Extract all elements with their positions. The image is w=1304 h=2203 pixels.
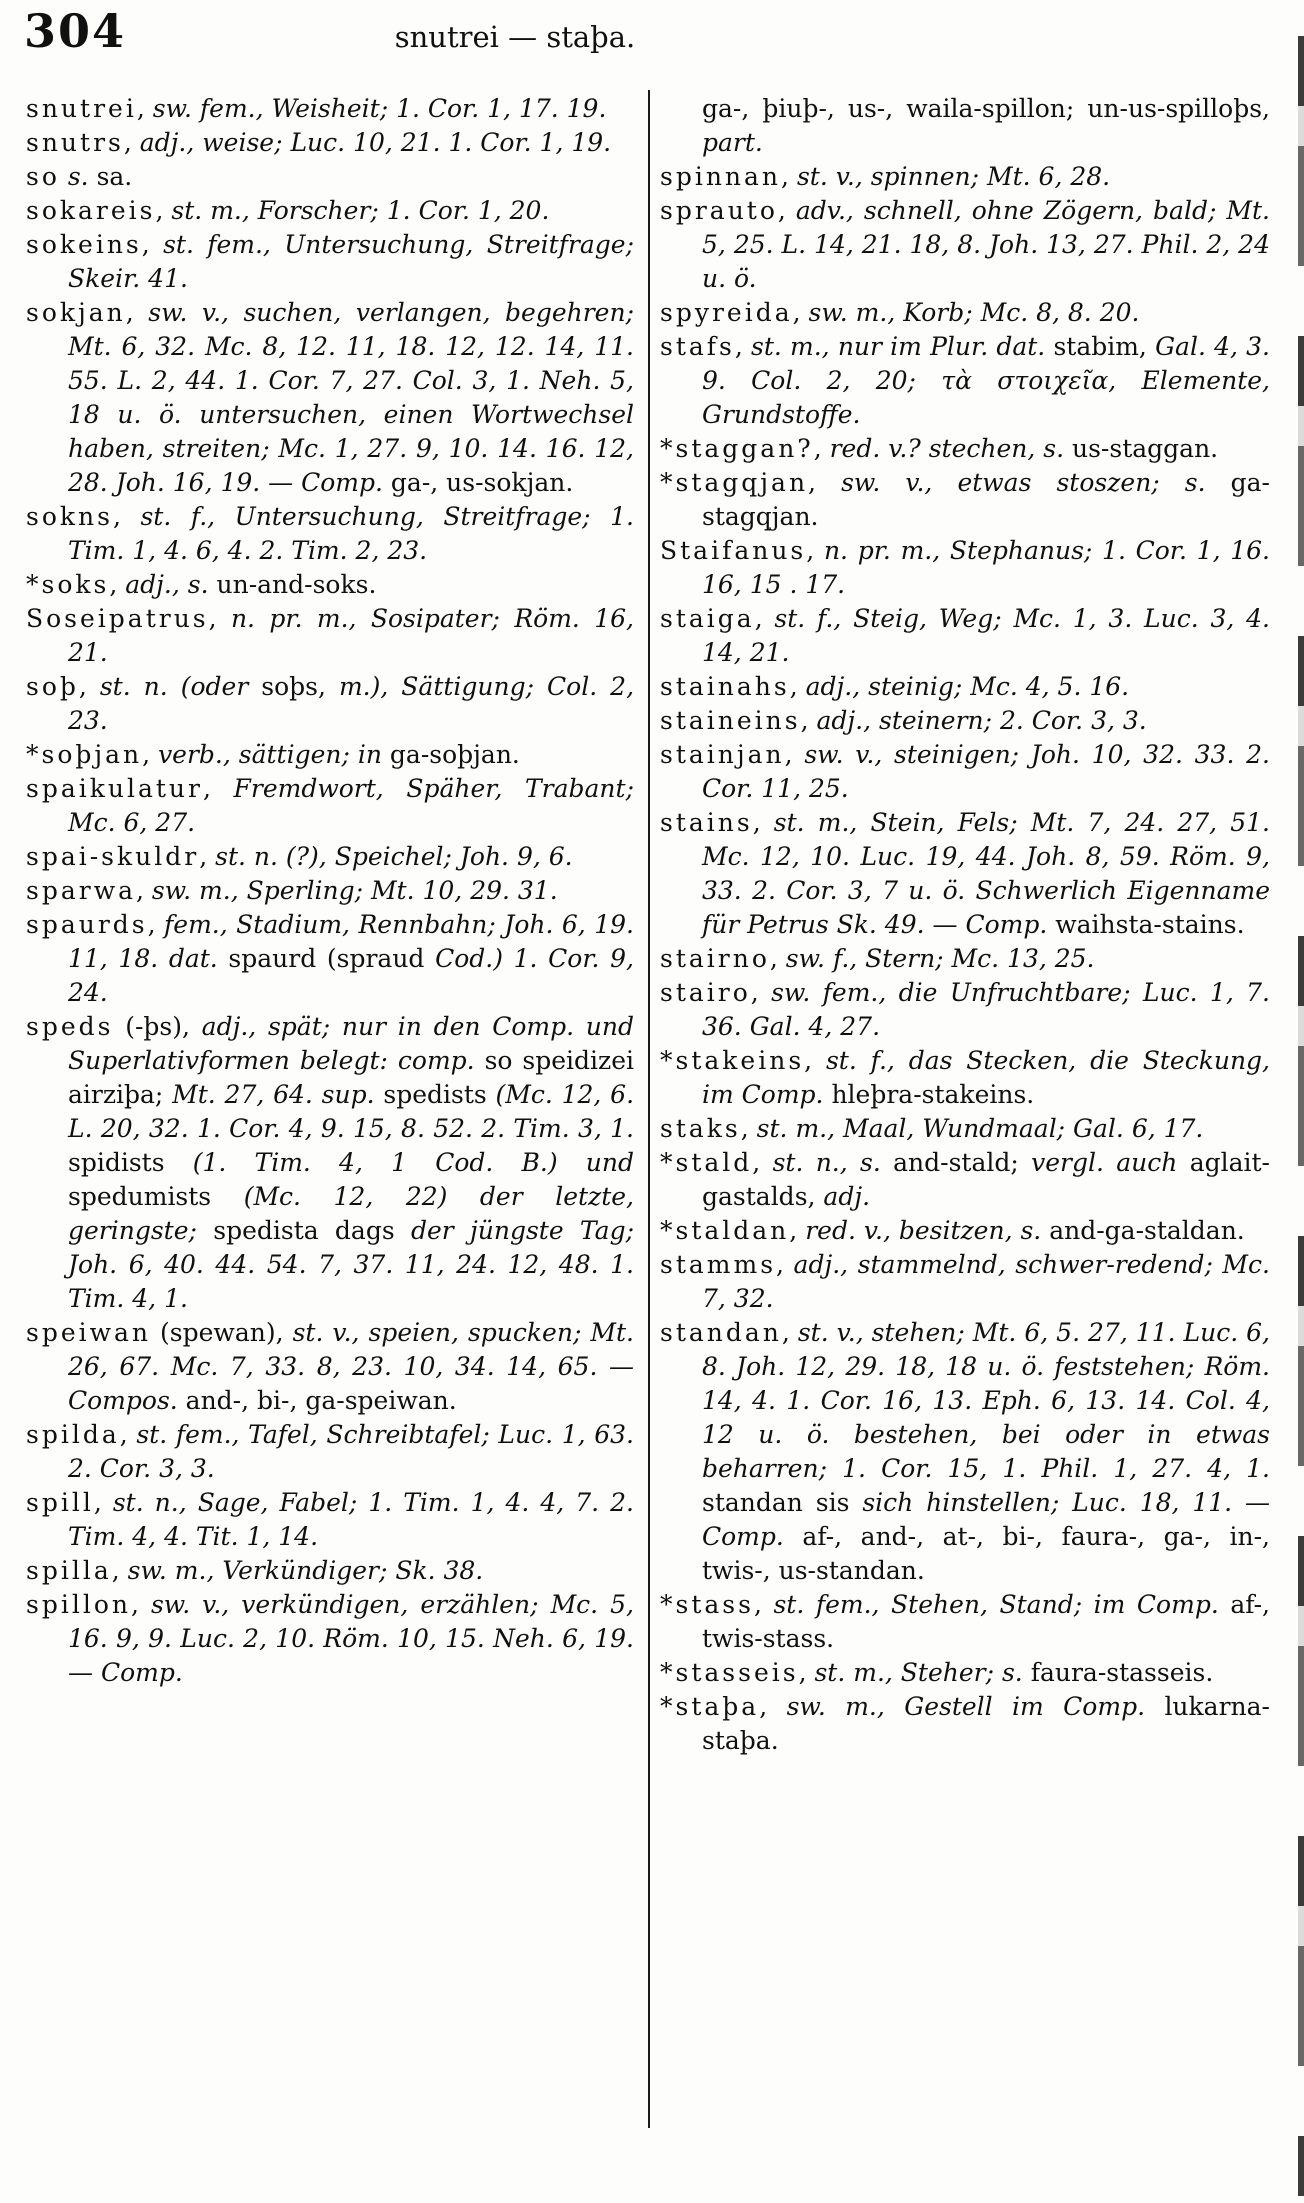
dictionary-entry [660,432,1270,466]
entry-text: (spewan), [151,1318,293,1347]
entry-text: sw. f., Stern; Mc. 13, 25. [785,944,1095,973]
entry-text: st. m., Stein, Fels; Mt. 7, 24. 27, 51. Mc. 12, 10. Luc. 19, 44. Joh. 8, 59. Röm. 9, 33. 2. Cor. 3, 7 u. ö. Schwerlich Eigenname für Petrus Sk. 49. — Comp. [702,808,1270,939]
headword: soþ [26,672,79,701]
entry-text: , [78,672,100,701]
dictionary-entry [26,840,634,874]
entry-text: , [784,740,805,769]
dictionary-entry [660,1588,1270,1656]
headword: speds [26,1012,114,1041]
entry-text: aglait-gastalds, [702,1148,1270,1211]
dictionary-entry [660,1656,1270,1690]
entry-text: , [125,298,149,327]
entry-text: , [800,706,817,735]
entry-text: , [781,1318,798,1347]
entry-text: st. fem., Stehen, Stand; im Comp. [773,1590,1231,1619]
entry-text: , [199,842,216,871]
entry-text: st. m., Steher; s. [814,1658,1031,1687]
headword: *stald [660,1148,753,1177]
dictionary-entry [660,160,1270,194]
headword: *stagqjan [660,468,809,497]
dictionary-entry [26,1316,634,1418]
dictionary-entry [660,1214,1270,1248]
entry-text: , [147,910,165,939]
entry-text: , [789,1216,806,1245]
entry-text: , [753,1590,774,1619]
headword: snutrei [26,94,137,123]
entry-text: adj., s. [125,570,217,599]
entry-text: and-, bi-, ga-speiwan. [185,1386,457,1415]
entry-text: ga-, us-sokjan. [390,468,574,497]
entry-text: ga-, þiuþ-, us-, waila-spillon; un-us-spilloþs, [702,94,1270,123]
entry-text: (Mc. 12, 22) der letzte, geringste; [68,1182,634,1245]
entry-text: red. v., besitzen, s. [805,1216,1050,1245]
entry-text: (Mc. 12, 6. L. 20, 32. 1. Cor. 4, 9. 15, 8. 52. 2. Tim. 3, 1. [68,1080,635,1143]
dictionary-entry [660,806,1270,942]
entry-text: Gal. 4, 3. 9. Col. 2, 20; [702,332,1270,395]
dictionary-entry [660,670,1270,704]
dictionary-entry [26,670,634,738]
entry-text: st. m., nur im Plur. dat. [751,332,1054,361]
headword: staiga [660,604,755,633]
entry-text: , [119,1420,137,1449]
headword: spai-skuldr [26,842,200,871]
headword: spaurds [26,910,148,939]
dictionary-entry [660,1112,1270,1146]
entry-text: af-, twis-stass. [702,1590,1270,1653]
entry-text: ga-stagqjan. [702,468,1270,531]
dictionary-entry [660,1044,1270,1112]
entry-text: , [769,944,786,973]
entry-text: sw. m., Gestell im Comp. [786,1692,1165,1721]
headword: stainjan [660,740,785,769]
entry-text: adj. [823,1182,871,1211]
entry-text: sw. v., verkündigen, erzählen; Mc. 5, 16. 9, 9. Luc. 2, 10. Röm. 10, 15. Neh. 6, 19. — Comp. [68,1590,634,1687]
entry-text: st. n. (oder [99,672,262,701]
scan-edge-artifact [1298,36,1304,2196]
entry-text: Cod.) 1. Cor. 9, 24. [68,944,635,1007]
entry-text: adj., steinern; 2. Cor. 3, 3. [816,706,1147,735]
headword: sokns [26,502,113,531]
dictionary-entry [26,126,634,160]
entry-text: , [754,604,775,633]
headword: stairno [660,944,770,973]
headword: standan [660,1318,782,1347]
headword: *stass [660,1590,754,1619]
headword: *stakeins [660,1046,805,1075]
right-column [660,92,1270,1758]
entry-text: , [155,196,172,225]
dictionary-entry [26,772,634,840]
entry-text: adv., schnell, ohne Zögern, bald; Mt. 5, 25. L. 14, 21. 18, 8. Joh. 13, 27. Phil. 2, 24 u. ö. [702,196,1270,293]
entry-text: sw. m., Korb; Mc. 8, 8. 20. [808,298,1140,327]
entry-text: , [112,502,141,531]
entry-text: , [740,1114,757,1143]
dictionary-entry [26,1010,634,1316]
headword: Staifanus [660,536,807,565]
headword: spilda [26,1420,120,1449]
entry-text: , [752,1148,773,1177]
headword: sparwa [26,876,136,905]
dictionary-entry [660,1690,1270,1758]
entry-text: red. v.? stechen, s. [829,434,1072,463]
entry-text: , [734,332,752,361]
entry-text: stabim, [1053,332,1156,361]
dictionary-entry [26,568,634,602]
entry-text: , [109,570,126,599]
entry-text: adj., stammelnd, schwer-redend; Mc. 7, 32. [702,1250,1270,1313]
entry-text: waihsta-stains. [1055,910,1245,939]
dictionary-entry [26,1486,634,1554]
entry-text: faura-stasseis. [1030,1658,1214,1687]
dictionary-entry-continuation [660,92,1270,160]
dictionary-entry [660,976,1270,1044]
headword: speiwan [26,1318,152,1347]
entry-text: , [781,162,797,191]
page-number: 304 [24,4,127,58]
entry-text: af-, and-, at-, bi-, faura-, ga-, in-, twis-, us-standan. [702,1522,1270,1585]
entry-text: , [123,128,140,157]
running-header: snutrei — staþa. [394,20,636,54]
entry-text: , [111,1556,128,1585]
headword: spinnan [660,162,782,191]
entry-text: and-ga-staldan. [1049,1216,1245,1245]
entry-text: sw. m., Verkündiger; Sk. 38. [127,1556,484,1585]
entry-text: sw. fem., die Unfruchtbare; Luc. 1, 7. 36. Gal. 4, 27. [702,978,1270,1041]
entry-text: vergl. auch [1031,1148,1190,1177]
headword: *staldan [660,1216,790,1245]
dictionary-entry [26,602,634,670]
entry-text: lukarna-staþa. [702,1692,1270,1755]
dictionary-entry [26,296,634,500]
dictionary-entry [26,1588,634,1690]
entry-text: un-and-soks. [216,570,377,599]
entry-text: der jüngste Tag; Joh. 6, 40. 44. 54. 7, 37. 11, 24. 12, 48. 1. Tim. 4, 1. [68,1216,634,1313]
entry-text: , [93,1488,113,1517]
dictionary-entry [660,1146,1270,1214]
dictionary-entry [660,738,1270,806]
entry-text: hleþra-stakeins. [831,1080,1035,1109]
dictionary-entry [26,194,634,228]
entry-text: and-stald; [893,1148,1032,1177]
entry-text: sw. fem., Weisheit; 1. Cor. 1, 17. 19. [152,94,607,123]
dictionary-entry [26,1418,634,1486]
headword: stamms [660,1250,777,1279]
entry-text: n. pr. m., Sosipater; Röm. 16, 21. [68,604,634,667]
entry-text: sa. [96,162,133,191]
entry-text: st. f., das Stecken, die Steckung, im Comp. [702,1046,1270,1109]
headword: spillon [26,1590,131,1619]
entry-text: , [142,740,159,769]
entry-text: spedista dags [213,1216,411,1245]
entry-text: Mt. 27, 64. sup. [172,1080,384,1109]
entry-text: , [789,672,806,701]
greek-text: τὰ στοιχεῖα, [941,366,1142,395]
headword: *staggan? [660,434,814,463]
dictionary-entry [26,92,634,126]
entry-text: spaurd (spraud [228,944,436,973]
entry-text: , [776,1250,794,1279]
headword: *stasseis [660,1658,799,1687]
headword: sprauto [660,196,778,225]
headword: *soþjan [26,740,143,769]
entry-text: adj., weise; Luc. 10, 21. 1. Cor. 1, 19. [139,128,612,157]
dictionary-entry [660,704,1270,738]
entry-text: adj., steinig; Mc. 4, 5. 16. [805,672,1130,701]
dictionary-entry [660,602,1270,670]
entry-text: part. [702,128,763,157]
entry-text: sw. v., steinigen; Joh. 10, 32. 33. 2. Cor. 11, 25. [702,740,1270,803]
entry-text: , [804,1046,826,1075]
dictionary-entry [26,908,634,1010]
entry-text: st. fem., Tafel, Schreibtafel; Luc. 1, 63. 2. Cor. 3, 3. [68,1420,634,1483]
dictionary-entry [660,296,1270,330]
entry-text: , [202,774,234,803]
dictionary-entry [660,466,1270,534]
headword: spaikulatur [26,774,203,803]
entry-text: so speidizei airziþa; [68,1046,634,1109]
entry-text: sw. v., etwas stoszen; s. [841,468,1231,497]
entry-text: (-þs), [113,1012,202,1041]
entry-text: fem., Stadium, Rennbahn; Joh. 6, 19. 11, 18. dat. [68,910,634,973]
dictionary-entry [660,942,1270,976]
headword: spilla [26,1556,112,1585]
entry-text: , [806,536,824,565]
entry-text: spedists [383,1080,496,1109]
entry-text: st. m., Maal, Wundmaal; Gal. 6, 17. [756,1114,1204,1143]
entry-text: , [752,808,774,837]
headword: *staþa [660,1692,760,1721]
entry-text: , [808,468,842,497]
headword: sokjan [26,298,126,327]
entry-text: spidists [68,1148,193,1177]
entry-text: s. [59,162,97,191]
entry-text: (1. Tim. 4, 1 Cod. B.) und [192,1148,634,1177]
dictionary-entry [660,534,1270,602]
dictionary-entry [26,1554,634,1588]
entry-text: sw. v., suchen, verlangen, begehren; Mt. 6, 32. Mc. 8, 12. 11, 18. 12, 12. 14, 11. 55. L. 2, 44. 1. Cor. 7, 27. Col. 3, 1. Neh. 5, 18 u. ö. untersuchen, einen Wortwechsel haben, streiten; Mc. 1, 27. 9, 10. 14. 16. 12, 28. Joh. 16, 19. — Comp. [68,298,634,497]
dictionary-entry [660,1248,1270,1316]
entry-text: sw. m., Sperling; Mt. 10, 29. 31. [151,876,558,905]
entry-text: soþs, [261,672,339,701]
headword: staks [660,1114,741,1143]
entry-text: st. m., Forscher; 1. Cor. 1, 20. [171,196,550,225]
entry-text: Fremdwort, Späher, Trabant; Mc. 6, 27. [68,774,634,837]
headword: spill [26,1488,94,1517]
entry-text: n. pr. m., Stephanus; 1. Cor. 1, 16. 16, 15 . 17. [702,536,1270,599]
entry-text: st. fem., Untersuchung, Streitfrage; Skeir. 41. [68,230,634,293]
headword: sokareis [26,196,156,225]
headword: stairo [660,978,751,1007]
entry-text: ga-soþjan. [389,740,520,769]
headword: stafs [660,332,735,361]
headword: staineins [660,706,801,735]
entry-text: , [759,1692,787,1721]
dictionary-entry [26,738,634,772]
entry-text: st. v., speien, spucken; Mt. 26, 67. Mc. 7, 33. 8, 23. 10, 34. 14, 65. — Compos. [68,1318,634,1415]
headword: *soks [26,570,110,599]
entry-text: m.), Sättigung; Col. 2, 23. [68,672,635,735]
entry-text: , [141,230,164,259]
dictionary-entry [26,874,634,908]
dictionary-entry [26,228,634,296]
dictionary-entry [660,1316,1270,1588]
entry-text: standan sis [702,1488,863,1517]
headword: snutrs [26,128,124,157]
entry-text: adj., spät; nur in den Comp. und Superlativformen belegt: comp. [68,1012,634,1075]
entry-text: Elemente, Grundstoffe. [702,366,1270,429]
entry-text: , [813,434,830,463]
entry-text: st. n. (?), Speichel; Joh. 9, 6. [215,842,573,871]
headword: stainahs [660,672,790,701]
headword: Soseipatrus [26,604,209,633]
entry-text: , [136,94,153,123]
entry-text: verb., sättigen; in [158,740,390,769]
headword: so [26,162,60,191]
dictionary-entry [26,500,634,568]
dictionary-entry [26,160,634,194]
entry-text: st. n., s. [772,1148,894,1177]
text-block [26,92,1282,1758]
entry-text: , [136,876,152,905]
dictionary-entry [660,330,1270,432]
entry-text: st. v., stehen; Mt. 6, 5. 27, 11. Luc. 6, 8. Joh. 12, 29. 18, 18 u. ö. feststehen; Röm. 14, 4. 1. Cor. 16, 13. Eph. 6, 13. 14. Col. 4, 12 u. ö. bestehen, bei oder in etwas beharren; 1. Cor. 15, 1. Phil. 1, 27. 4, 1. [702,1318,1270,1483]
dictionary-entry [660,194,1270,296]
entry-text: , [750,978,772,1007]
entry-text: , [798,1658,815,1687]
entry-text: , [792,298,809,327]
entry-text: sich hinstellen; Luc. 18, 11. — Comp. [702,1488,1270,1551]
entry-text: us-staggan. [1072,434,1219,463]
entry-text: st. n., Sage, Fabel; 1. Tim. 1, 4. 4, 7. 2. Tim. 4, 4. Tit. 1, 14. [68,1488,634,1551]
entry-text: , [777,196,796,225]
left-column [26,92,634,1690]
entry-text: st. v., spinnen; Mt. 6, 28. [796,162,1111,191]
entry-text: spedumists [68,1182,244,1211]
headword: stains [660,808,753,837]
entry-text: st. f., Untersuchung, Streitfrage; 1. Tim. 1, 4. 6, 4. 2. Tim. 2, 23. [68,502,634,565]
headword: spyreida [660,298,793,327]
entry-text: , [130,1590,151,1619]
headword: sokeins [26,230,142,259]
entry-text: st. f., Steig, Weg; Mc. 1, 3. Luc. 3, 4. 14, 21. [702,604,1270,667]
entry-text: , [208,604,231,633]
